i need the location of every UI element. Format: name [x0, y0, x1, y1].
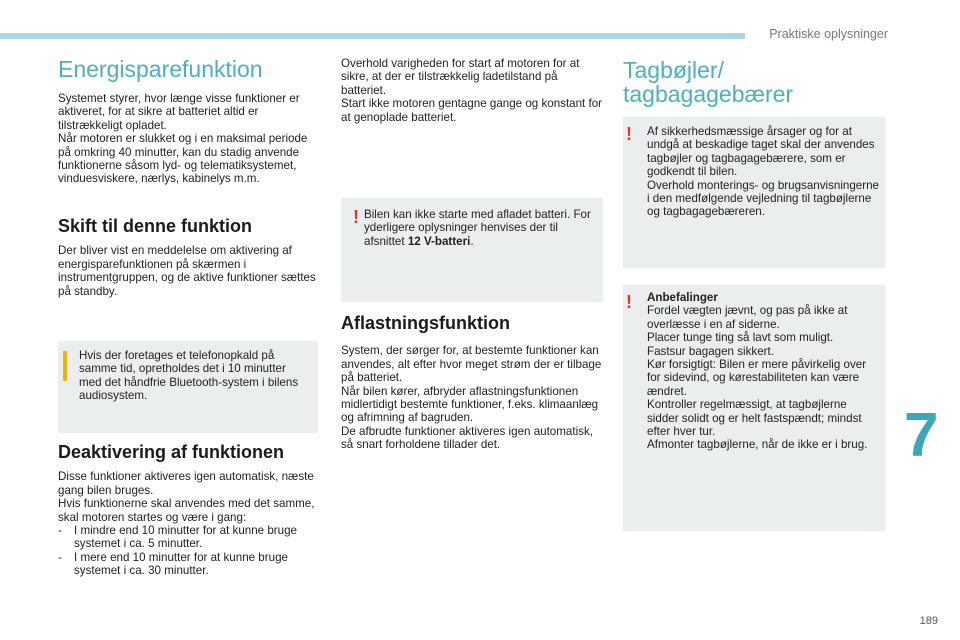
warning-text: Kør forsigtigt: Bilen er mere påvirkelig over for sidevind, og kørestabiliteten kan være ændret. [647, 358, 867, 398]
heading-tagbojler [623, 58, 885, 106]
warning-text [364, 208, 596, 248]
paragraph: Hvis funktionerne skal anvendes med det samme, skal motoren startes og være i gang: [58, 497, 315, 524]
column-1 [58, 57, 318, 186]
heading-energisparefunktion: Energisparefunktion [58, 56, 263, 82]
warning-text-pre: Bilen kan ikke starte med afladet batteri. For yderligere oplysninger henvises der til afsnittet [364, 208, 591, 248]
paragraph: Disse funktioner aktiveres igen automatisk, næste gang bilen bruges. [58, 470, 314, 497]
recommendations-title: Anbefalinger [647, 291, 718, 304]
heading-deaktivering: Deaktivering af funktionen [58, 442, 285, 462]
warning-text: Fastsur bagagen sikkert. [647, 344, 774, 358]
warning-icon: ! [353, 207, 359, 227]
list-item: - I mere end 10 minutter for at kunne bruge systemet i ca. 30 minutter. [58, 551, 318, 578]
chapter-number: 7 [904, 401, 939, 470]
info-box [58, 341, 318, 433]
warning-box-recommendations [623, 285, 885, 531]
column-3 [623, 58, 885, 106]
warning-text: Placer tunge ting så lavt som muligt. [647, 331, 834, 345]
paragraph: Når motoren er slukket og i en maksimal periode på omkring 40 minutter, kan du stadig anvende funktionerne såsom lyd- og telematiksystemet, vinduesviskere, nærlys, kabinelys m.m. [58, 132, 308, 186]
paragraph: De afbrudte funktioner aktiveres igen automatisk, så snart forholdene tillader det. [341, 424, 593, 452]
warning-text: Af sikkerhedsmæssige årsager og for at undgå at beskadige taget skal der anvendes tagbøjler og tagbagagebærere, som er godkendt til bilen. [647, 125, 875, 179]
heading-skift: Skift til denne funktion [58, 216, 252, 236]
paragraph: System, der sørger for, at bestemte funktioner kan anvendes, alt efter hvor meget strøm der er tilbage på batteriet. [341, 344, 602, 385]
list-item: - I mindre end 10 minutter for at kunne bruge systemet i ca. 5 minutter. [58, 524, 318, 551]
warning-text: Fordel vægten jævnt, og pas på ikke at overlæsse i en af siderne. [647, 304, 848, 331]
warning-text: Kontroller regelmæssigt, at tagbøjlerne sidder solidt og er helt fastspændt; mindst efter hver tur. [647, 398, 862, 439]
header-bar [0, 33, 745, 39]
heading-aflastning: Aflastningsfunktion [341, 313, 510, 333]
paragraph: Start ikke motoren gentagne gange og konstant for at genoplade batteriet. [341, 97, 603, 124]
paragraph: Når bilen kører, afbryder aflastningsfunktionen midlertidigt bestemte funktioner, f.eks. klimaanlæg og afrimning af bagruden. [341, 384, 599, 425]
warning-text: Overhold monterings- og brugsanvisningerne i den medfølgende vejledning til tagbøjlerne og tagbagagebæreren. [647, 178, 880, 219]
section-aflastning [341, 313, 603, 452]
column-2 [341, 57, 603, 124]
heading-line: Tagbøjler/ [623, 57, 724, 83]
info-text: Hvis der foretages et telefonopkald på samme tid, opretholdes det i 10 minutter med det håndfrie Bluetooth-system i bilens audiosystem. [79, 349, 299, 403]
paragraph: Systemet styrer, hvor længe visse funktioner er aktiveret, for at sikre at batteriet altid er tilstrækkeligt opladet. [58, 92, 300, 132]
warning-box-safety [623, 117, 885, 268]
warning-icon: ! [626, 124, 632, 144]
section-title: Praktiske oplysninger [769, 27, 888, 41]
warning-text-post: . [470, 234, 474, 248]
warning-text: Afmonter tagbøjlerne, når de ikke er i brug. [647, 438, 868, 452]
section-skift [58, 216, 318, 298]
paragraph: Der bliver vist en meddelelse om aktivering af energisparefunktionen på skærmen i instrumentgruppen, og de aktive funktioner sættes på standby. [58, 244, 316, 298]
heading-line: tagbagagebærer [623, 81, 794, 107]
warning-box-battery [341, 198, 603, 302]
warning-icon: ! [626, 292, 632, 312]
paragraph: Overhold varigheden for start af motoren for at sikre, at der er tilstrækkelig ladetilstand på batteriet. [341, 57, 580, 97]
info-icon [63, 351, 67, 381]
warning-text-link: 12 V-batteri [407, 234, 471, 248]
section-deaktivering [58, 442, 318, 578]
page-number: 189 [919, 615, 938, 627]
